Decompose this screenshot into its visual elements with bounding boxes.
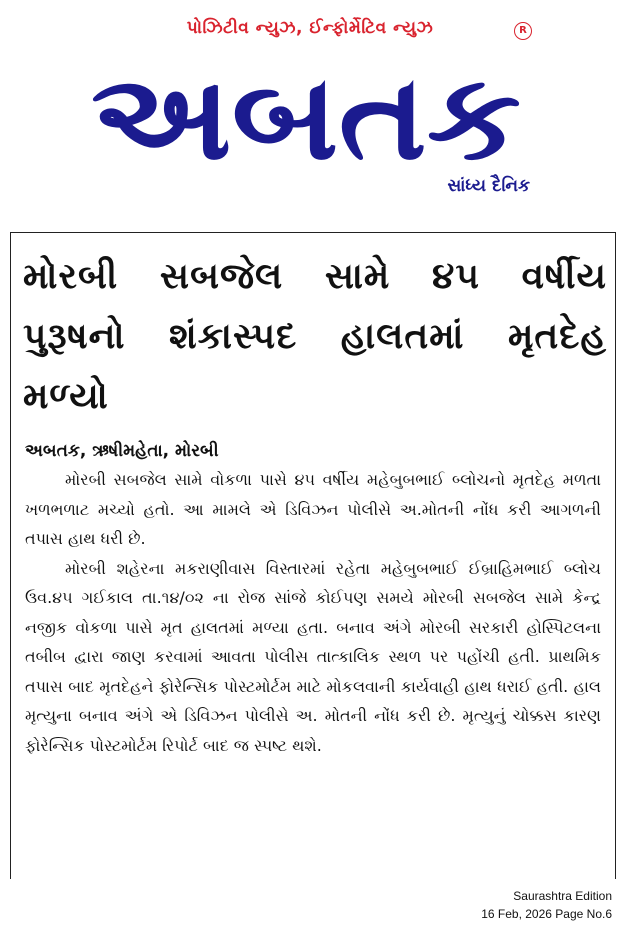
masthead-subtitle: સાંધ્ય દૈનિક — [447, 176, 530, 196]
edition-name: Saurashtra Edition — [513, 889, 612, 903]
headline: મોરબી સબજેલ સામે ૪૫ વર્ષીય પુરૂષનો શંકાસ્પદ હાલતમાં મૃતદેહ મળ્યો — [23, 256, 607, 417]
article — [10, 232, 616, 879]
masthead — [0, 0, 622, 215]
brand-name: અબતક — [91, 48, 521, 178]
tagline: પોઝિટીવ ન્યુઝ, ઈન્ફોર્મેટિવ ન્યુઝ — [186, 18, 434, 38]
edition-info — [362, 887, 612, 923]
brand-logo — [86, 46, 526, 178]
byline: અબતક, ઋષીમહેતા, મોરબી — [25, 441, 219, 461]
article-paragraph: મોરબી શહેરના મકરાણીવાસ વિસ્તારમાં રહેતા મહેબુબભાઈ ઈબ્રાહિમભાઈ બ્લોચ ઉવ.૪૫ ગઈકાલ તા.૧૪/૦૨ ના રોજ સાંજે કોઈપણ સમયે મોરબી સબજેલ સામે કેન્દ્ર નજીક વોકળા પાસે મૃત હાલતમાં મળ્યા હતા. બનાવ અંગે મોરબી સરકારી હોસ્પિટલના તબીબ દ્વારા જાણ કરવામાં આવતા પોલીસ તાત્કાલિક સ્થળ પર પહોંચી હતી. પ્રાથમિક તપાસ બાદ મૃતદેહને ફોરેન્સિક પોસ્ટમોર્ટમ માટે મોકલવાની કાર્યવાહી હાથ ધરાઈ હતી. હાલ મૃત્યુના બનાવ અંગે એ ડિવિઝન પોલીસે અ. મોતની નોંધ કરી છે. મૃત્યુનું ચોક્કસ કારણ ફોરેન્સિક પોસ્ટમોર્ટમ રિપોર્ટ બાદ જ સ્પષ્ટ થશે. — [25, 558, 601, 755]
registered-mark-icon: R — [514, 22, 532, 40]
date-page: 16 Feb, 2026 Page No.6 — [481, 907, 612, 921]
article-paragraph: મોરબી સબજેલ સામે વોકળા પાસે ૪૫ વર્ષીય મહેબુબભાઈ બ્લોચનો મૃતદેહ મળતા ખળભળાટ મચ્યો હતો. આ મામલે એ ડિવિઝન પોલીસે અ.મોતની નોંધ કરી આગળની તપાસ હાથ ધરી છે. — [25, 470, 601, 548]
